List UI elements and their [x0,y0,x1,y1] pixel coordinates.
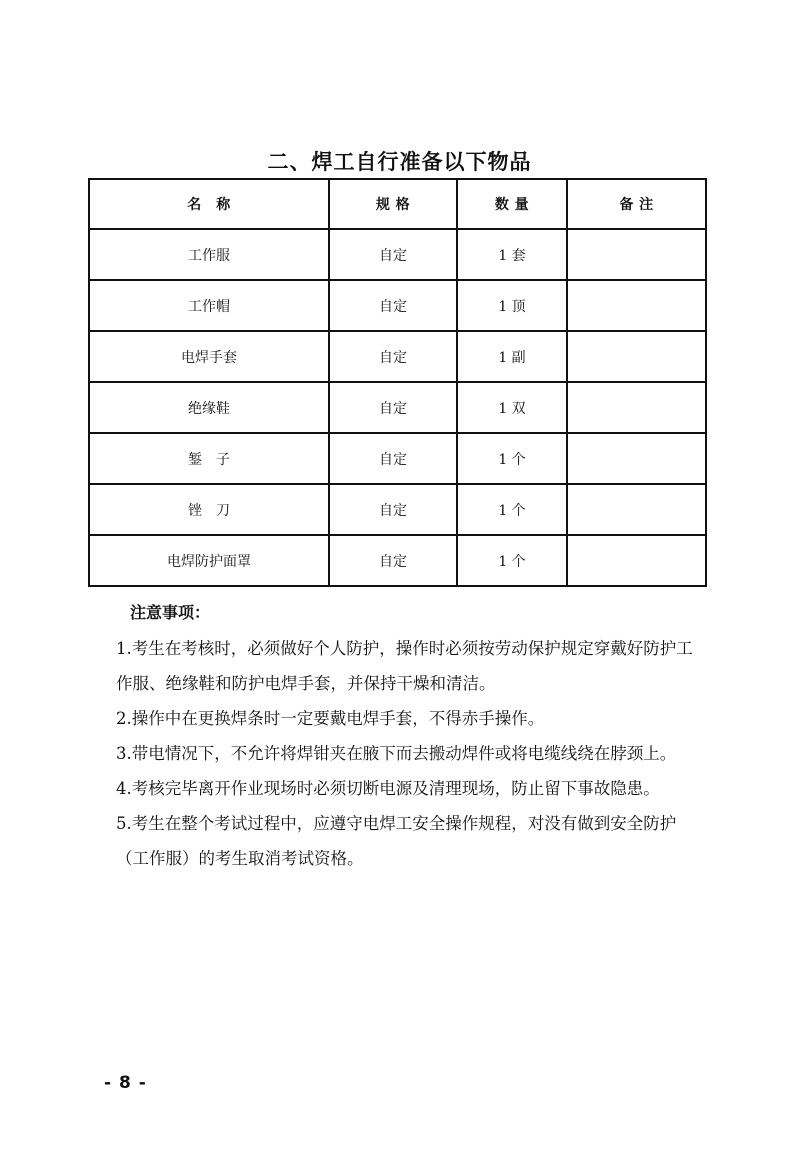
note-item: 1.考生在考核时，必须做好个人防护，操作时必须按劳动保护规定穿戴好防护工作服、绝缘鞋和防护电焊手套，并保持干燥和清洁。 [116,639,693,693]
table-row [89,229,706,280]
cell-spec: 自定 [329,535,457,586]
notes-list [116,631,704,876]
cell-name: 绝缘鞋 [89,382,329,433]
table-row [89,331,706,382]
cell-remarks [567,331,706,382]
table-row [89,433,706,484]
cell-quantity: 1 套 [457,229,567,280]
cell-remarks [567,433,706,484]
cell-spec: 自定 [329,331,457,382]
header-quantity: 数 量 [457,179,567,229]
note-item: 2.操作中在更换焊条时一定要戴电焊手套，不得赤手操作。 [116,709,545,728]
cell-spec: 自定 [329,229,457,280]
note-item: 4.考核完毕离开作业现场时必须切断电源及清理现场，防止留下事故隐患。 [116,779,660,798]
cell-spec: 自定 [329,280,457,331]
cell-quantity: 1 个 [457,535,567,586]
cell-name: 工作服 [89,229,329,280]
note-item: 5.考生在整个考试过程中，应遵守电焊工安全操作规程，对没有做到安全防护（工作服）的考生取消考试资格。 [116,814,677,868]
page-title: 二、焊工自行准备以下物品 [267,150,532,174]
table-header-row [89,179,706,229]
cell-quantity: 1 副 [457,331,567,382]
cell-remarks [567,484,706,535]
table-row [89,484,706,535]
cell-spec: 自定 [329,484,457,535]
cell-remarks [567,535,706,586]
cell-quantity: 1 双 [457,382,567,433]
items-table [88,178,707,587]
note-item: 3.带电情况下，不允许将焊钳夹在腋下而去搬动焊件或将电缆线绕在脖颈上。 [116,744,677,763]
cell-name: 錾 子 [89,433,329,484]
table-row [89,535,706,586]
page-number: - 8 - [104,1073,147,1093]
table-row [89,280,706,331]
cell-name: 锉 刀 [89,484,329,535]
cell-quantity: 1 个 [457,433,567,484]
header-name: 名 称 [89,179,329,229]
header-remarks: 备 注 [567,179,706,229]
cell-spec: 自定 [329,382,457,433]
cell-spec: 自定 [329,433,457,484]
cell-remarks [567,280,706,331]
cell-remarks [567,229,706,280]
table-row [89,382,706,433]
header-spec: 规 格 [329,179,457,229]
notes-heading: 注意事项： [130,603,211,622]
cell-name: 工作帽 [89,280,329,331]
cell-quantity: 1 个 [457,484,567,535]
cell-quantity: 1 顶 [457,280,567,331]
cell-remarks [567,382,706,433]
cell-name: 电焊手套 [89,331,329,382]
cell-name: 电焊防护面罩 [89,535,329,586]
